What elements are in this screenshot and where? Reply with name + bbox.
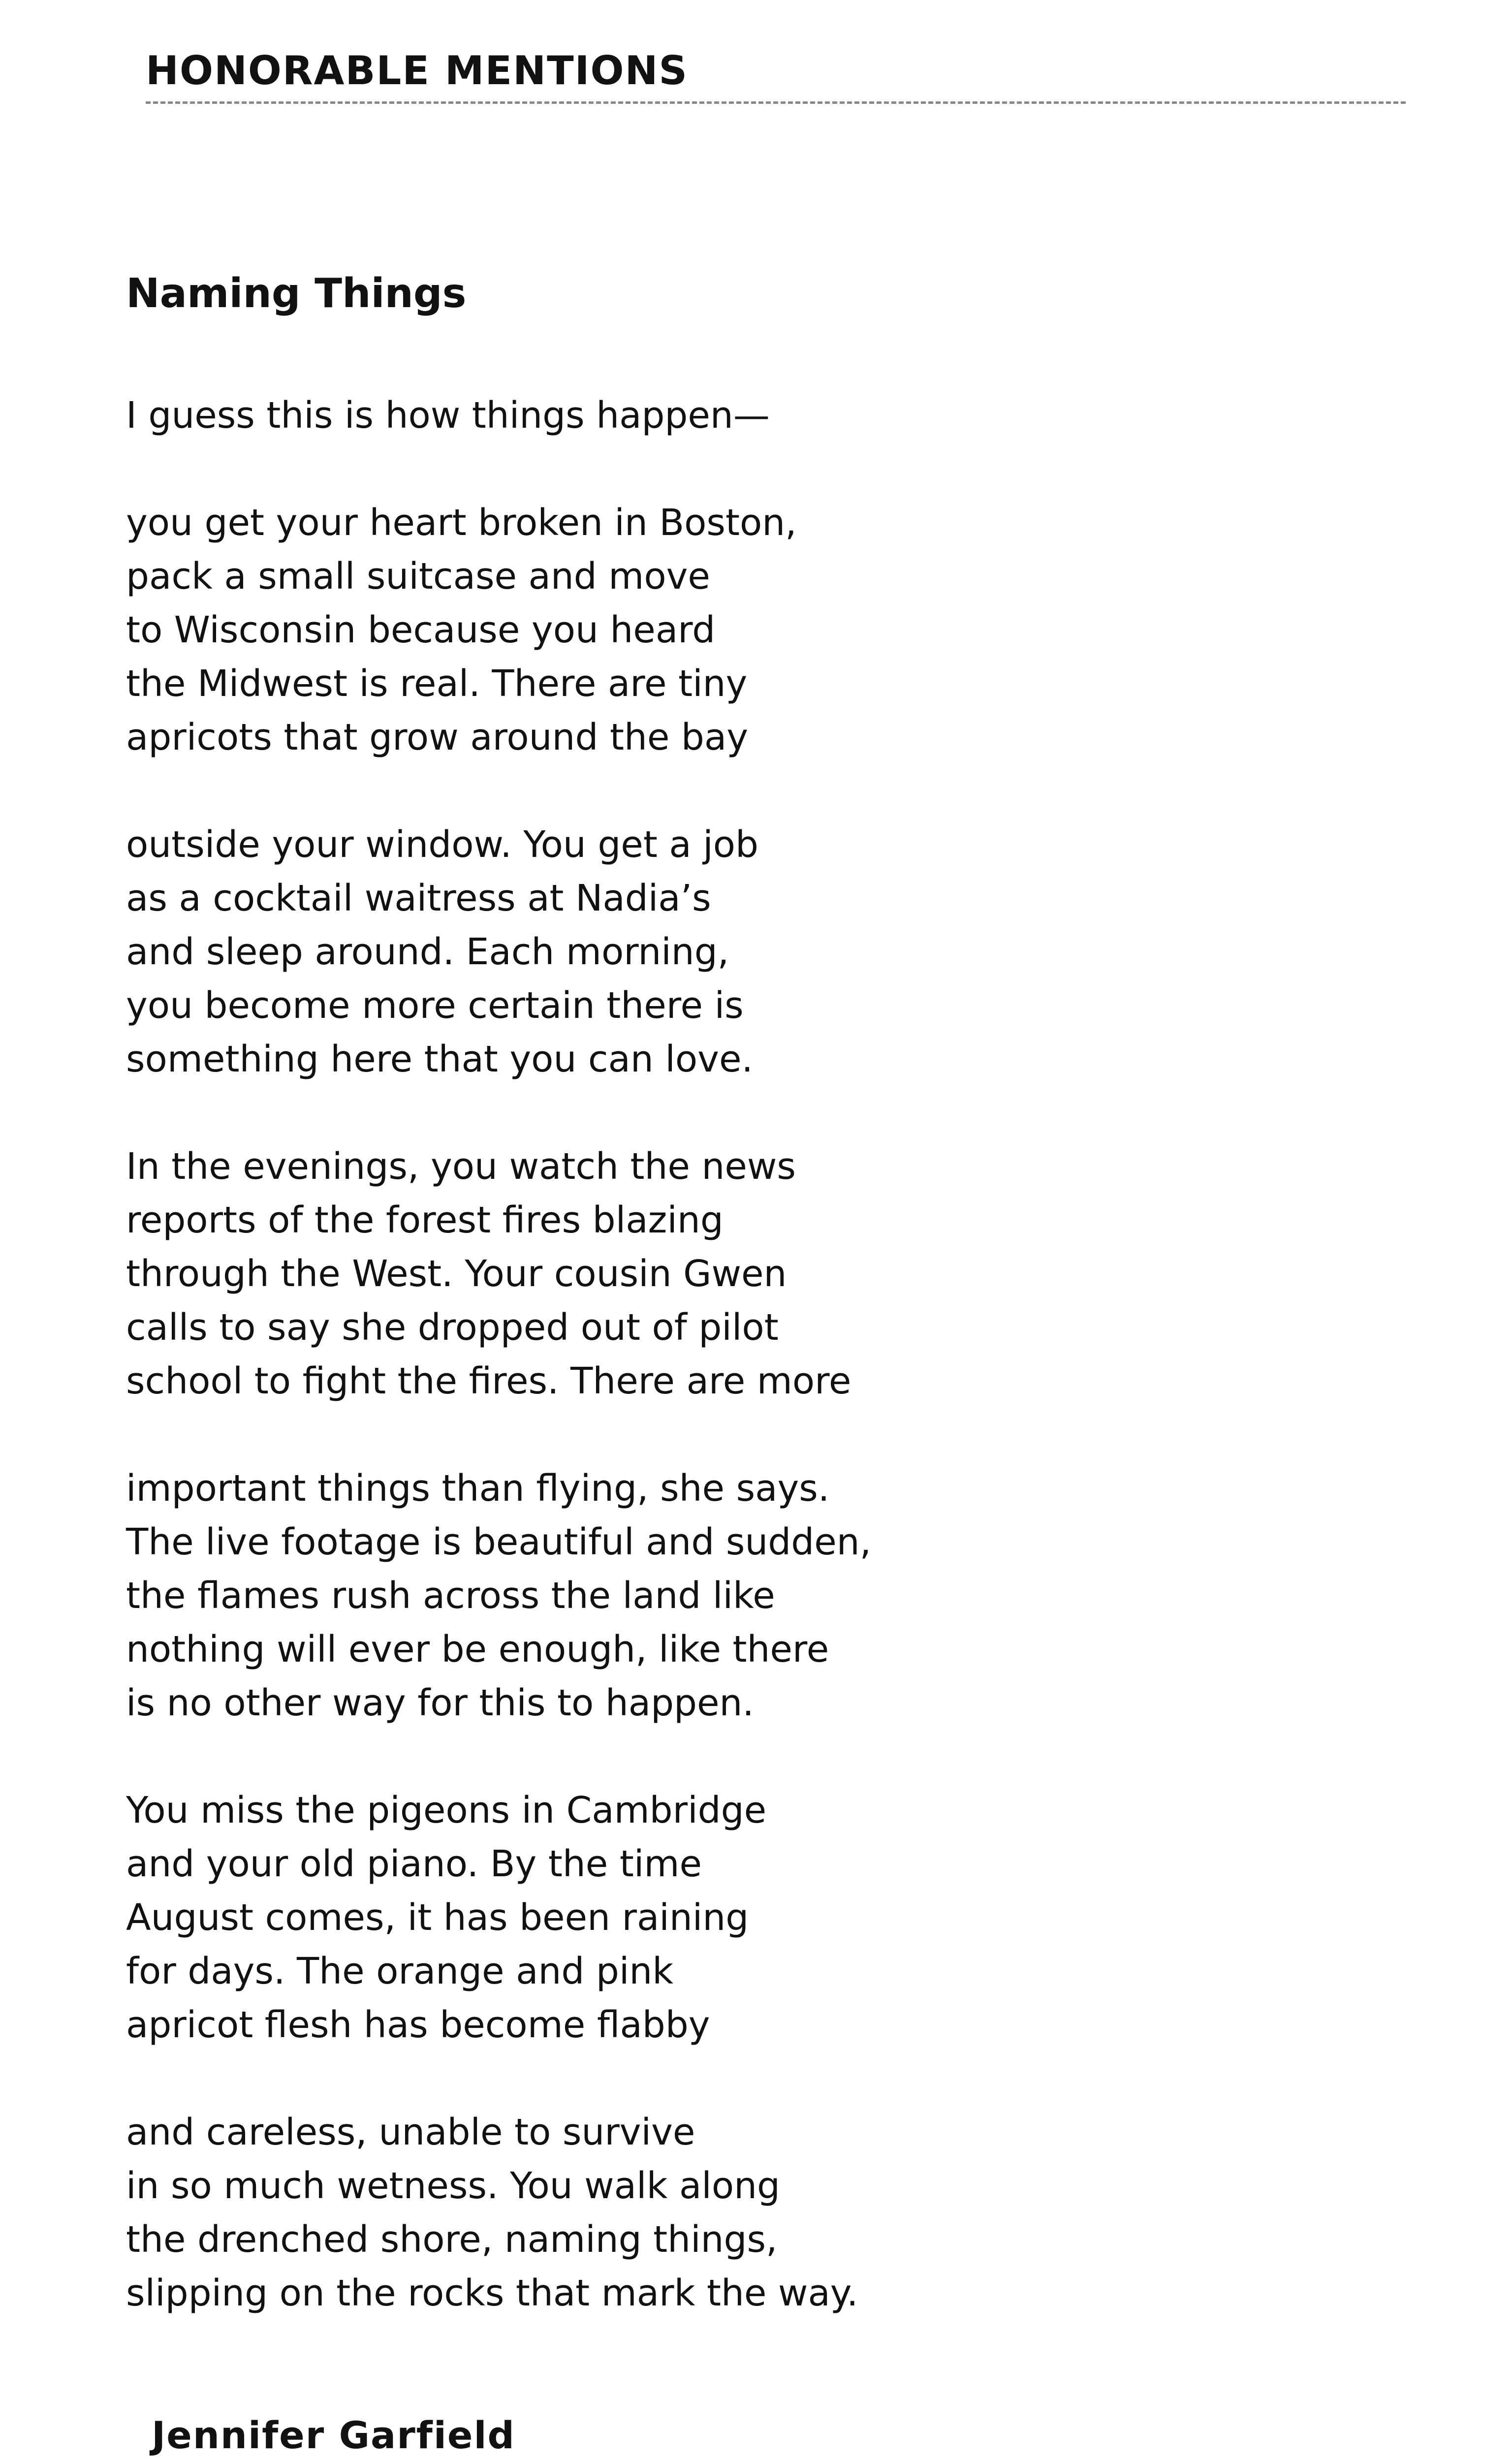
section-divider [146, 101, 1406, 104]
stanza-4 [126, 1140, 1061, 1408]
poem-line: reports of the forest fires blazing [126, 1199, 724, 1241]
poem-line: and sleep around. Each morning, [126, 931, 729, 973]
author-name: Jennifer Garfield [152, 2413, 515, 2457]
poem-line: to Wisconsin because you heard [126, 609, 716, 651]
stanza-6 [126, 1784, 1061, 2052]
poem-line: something here that you can love. [126, 1038, 754, 1080]
poem-line: for days. The orange and pink [126, 1950, 674, 1992]
poem-line: you get your heart broken in Boston, [126, 502, 797, 544]
poem-line: as a cocktail waitress at Nadia’s [126, 877, 711, 919]
poem-title: Naming Things [126, 270, 467, 317]
poem-line: and your old piano. By the time [126, 1843, 702, 1885]
poem-body [126, 389, 1061, 2374]
poem-line: through the West. Your cousin Gwen [126, 1253, 787, 1295]
poem-line: important things than flying, she says. [126, 1467, 830, 1510]
poem-line: the drenched shore, naming things, [126, 2218, 778, 2261]
poem-line: calls to say she dropped out of pilot [126, 1306, 779, 1349]
section-header [146, 48, 1406, 104]
poem-line: nothing will ever be enough, like there [126, 1628, 829, 1671]
poem-line: August comes, it has been raining [126, 1896, 749, 1939]
poem-line: school to fight the fires. There are more [126, 1360, 851, 1402]
poem-line: The live footage is beautiful and sudden, [126, 1521, 872, 1563]
stanza-2 [126, 496, 1061, 764]
stanza-3 [126, 818, 1061, 1086]
stanza-7 [126, 2106, 1061, 2320]
poem-line: in so much wetness. You walk along [126, 2165, 781, 2207]
poem-line: you become more certain there is [126, 984, 744, 1027]
poem-line: In the evenings, you watch the news [126, 1145, 796, 1188]
poem-line: the Midwest is real. There are tiny [126, 663, 748, 705]
poem-line: the flames rush across the land like [126, 1575, 775, 1617]
poem-line: slipping on the rocks that mark the way. [126, 2272, 858, 2314]
poem-line: apricots that grow around the bay [126, 716, 749, 758]
section-title: HONORABLE MENTIONS [146, 48, 689, 94]
stanza-5 [126, 1462, 1061, 1730]
poem-line: pack a small suitcase and move [126, 555, 710, 598]
poem-line: outside your window. You get a job [126, 823, 759, 866]
poem-line: apricot flesh has become flabby [126, 2004, 710, 2046]
poem-line: is no other way for this to happen. [126, 1682, 754, 1724]
stanza-1 [126, 389, 1061, 442]
poem-line: and careless, unable to survive [126, 2111, 695, 2153]
poem-line: I guess this is how things happen— [126, 394, 770, 437]
poem-line: You miss the pigeons in Cambridge [126, 1789, 767, 1831]
